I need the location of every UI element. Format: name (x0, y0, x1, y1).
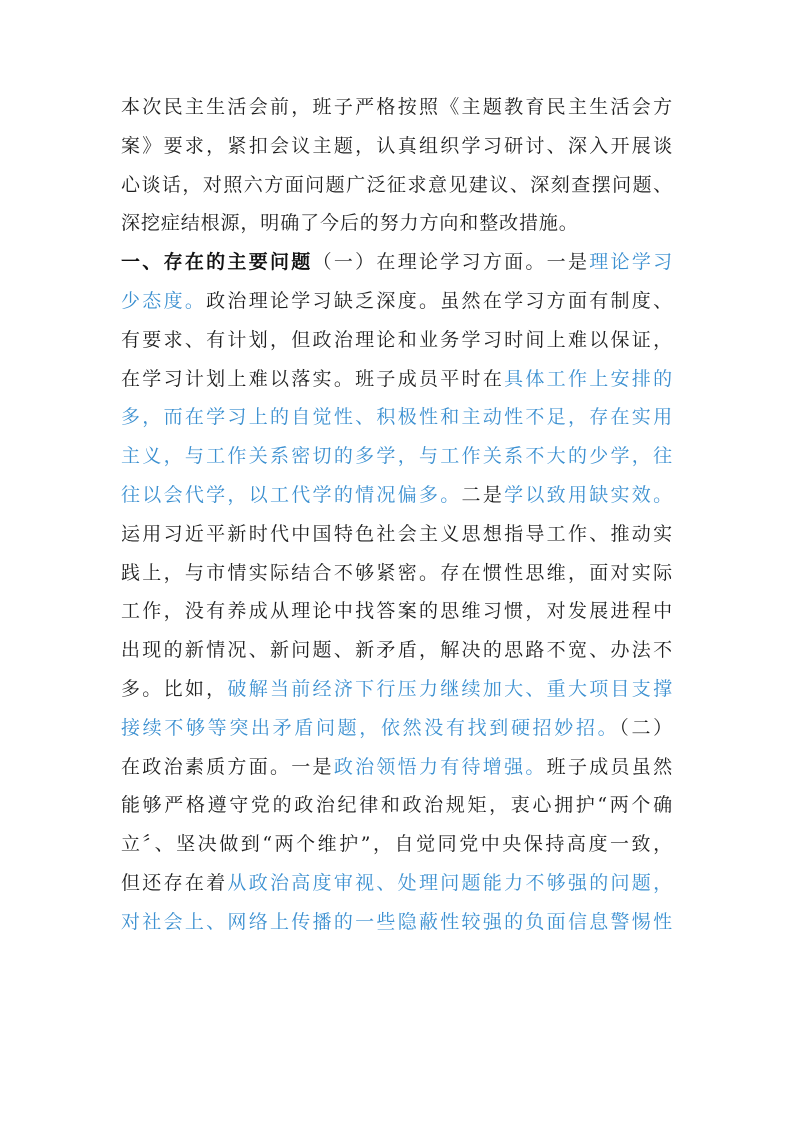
text-line (121, 786, 673, 825)
highlight-run: 少态度。 (121, 289, 207, 312)
text-line: 本次民主生活会前，班子严格按照《主题教育民主生活会方 (121, 96, 673, 118)
text-run: 政治理论学习缺乏深度。虽然在学习方面有制度、 (206, 289, 673, 312)
text-line (121, 592, 673, 631)
text-run: （一）在理论学习方面。一是 (312, 251, 590, 274)
text-run: 能够严格遵守党的政治纪律和政治规矩，衷心拥护“两个确 (121, 794, 673, 817)
text-line (121, 360, 673, 399)
text-line: 案》要求，紧扣会议主题，认真组织学习研讨、深入开展谈 (121, 134, 673, 157)
text-line (121, 825, 673, 864)
highlight-run: 破解当前经济下行压力继续加大、重大项目支撑 (227, 677, 673, 700)
text-line (121, 515, 673, 554)
text-line (121, 903, 673, 942)
text-run: （二） (619, 716, 674, 739)
text-run: 有要求、有计划，但政治理论和业务学习时间上难以保证， (121, 328, 673, 351)
text-run: 践上，与市情实际结合不够紧密。存在惯性思维，面对实际 (121, 561, 673, 584)
highlight-run: 从政治高度审视、处理问题能力不够强的问题， (227, 871, 673, 894)
text-run: 运用习近平新时代中国特色社会主义思想指导工作、推动实 (121, 522, 673, 545)
text-run: 多。比如， (121, 677, 228, 700)
highlight-run: 往以会代学，以工代学的情况偏多。 (121, 483, 462, 506)
highlight-run: 主义，与工作关系密切的多学，与工作关系不大的少学，往 (121, 445, 673, 468)
text-line (121, 864, 673, 903)
text-run: 出现的新情况、新问题、新矛盾，解决的思路不宽、办法不 (121, 639, 673, 662)
paragraph-problems (121, 243, 673, 941)
text-line (121, 554, 673, 593)
text-line (121, 243, 673, 282)
text-line (121, 631, 673, 670)
text-line (121, 709, 673, 748)
text-line (121, 437, 673, 476)
document-body (121, 88, 673, 942)
highlight-run: 接续不够等突出矛盾问题，依然没有找到硬招妙招。 (121, 716, 620, 739)
text-line (121, 398, 673, 437)
text-run: 班子成员虽然 (546, 755, 673, 778)
text-line (121, 321, 673, 360)
text-line: 心谈话，对照六方面问题广泛征求意见建议、深刻查摆问题、 (121, 173, 673, 196)
text-line (121, 476, 673, 515)
text-line (121, 282, 673, 321)
highlight-run: 政治领悟力有待增强。 (333, 755, 547, 778)
highlight-run: 具体工作上安排的 (504, 367, 673, 390)
highlight-run: 多，而在学习上的自觉性、积极性和主动性不足，存在实用 (121, 406, 673, 429)
highlight-run: 理论学习 (589, 251, 673, 274)
text-run: 立〞、坚决做到“两个维护”，自觉同党中央保持高度一致， (121, 833, 673, 856)
text-run: 工作，没有养成从理论中找答案的思维习惯，对发展进程中 (121, 600, 673, 623)
text-line: 深挖症结根源，明确了今后的努力方向和整改措施。 (121, 212, 579, 235)
highlight-run: 对社会上、网络上传播的一些隐蔽性较强的负面信息警惕性 (121, 910, 673, 933)
section-heading: 一、存在的主要问题 (121, 251, 313, 274)
text-run: 二是 (461, 483, 505, 506)
text-line (121, 670, 673, 709)
text-run: 在政治素质方面。一是 (121, 755, 334, 778)
highlight-run: 学以致用缺实效。 (504, 483, 673, 506)
paragraph-intro (121, 88, 673, 243)
text-line (121, 748, 673, 787)
text-run: 但还存在着 (121, 871, 228, 894)
text-run: 在学习计划上难以落实。班子成员平时在 (121, 367, 505, 390)
